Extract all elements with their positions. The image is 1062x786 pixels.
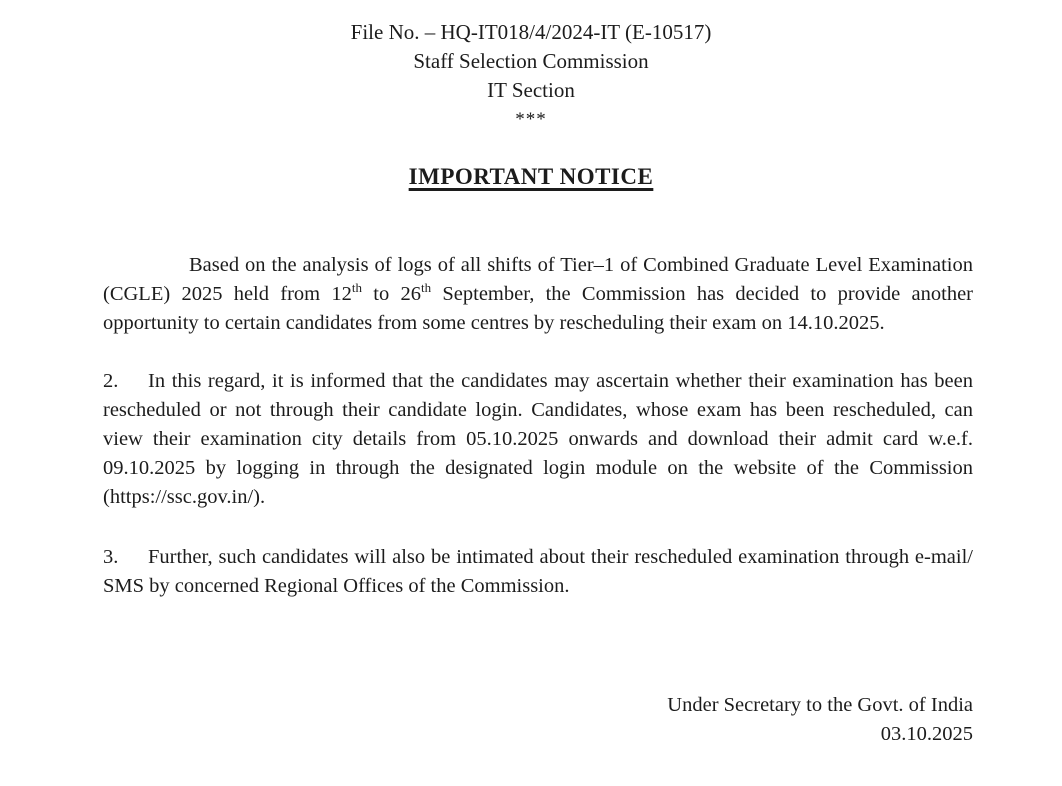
signatory-designation: Under Secretary to the Govt. of India [667, 694, 973, 716]
superscript-th-2: th [420, 280, 432, 296]
paragraph-1-text-c: September, the Commission has decided to provide another opportunity to certain candidates from some centres by rescheduling their exam on 14.10.2025. [103, 283, 973, 334]
paragraph-3-number: 3. [103, 546, 119, 568]
separator-stars: *** [515, 109, 547, 130]
signature-block [103, 691, 973, 749]
paragraph-1-text-b: to 26 [362, 283, 421, 305]
paragraph-3-text: Further, such candidates will also be intimated about their rescheduled examination through e-mail/ SMS by concerned Regional Offices of the Commission. [103, 546, 973, 597]
document-header [0, 0, 1062, 134]
superscript-th-1: th [351, 280, 362, 296]
organization-name: Staff Selection Commission [413, 49, 649, 73]
paragraph-1-text-a: Based on the analysis of logs of all shifts of Tier–1 of Combined Graduate Level Examination (CGLE) 2025 held from 12 [103, 254, 973, 305]
file-number-line: File No. – HQ-IT018/4/2024-IT (E-10517) [350, 20, 712, 44]
paragraph-3 [103, 543, 973, 601]
signature-date: 03.10.2025 [880, 723, 973, 745]
paragraph-2-text: In this regard, it is informed that the candidates may ascertain whether their examination has been rescheduled or not through their candidate login. Candidates, whose exam has been rescheduled, can view their examination city details from 05.10.2025 onwards and download their admit card w.e.f. 09.10.2025 by logging in through the designated login module on the website of the Commission (https://ssc.gov.in/). [103, 370, 973, 508]
paragraph-2-number: 2. [103, 370, 119, 392]
paragraph-2 [103, 367, 973, 512]
section-name: IT Section [487, 78, 575, 102]
notice-title-row [0, 162, 1062, 195]
notice-title: IMPORTANT NOTICE [408, 164, 654, 189]
paragraph-1 [103, 251, 973, 338]
